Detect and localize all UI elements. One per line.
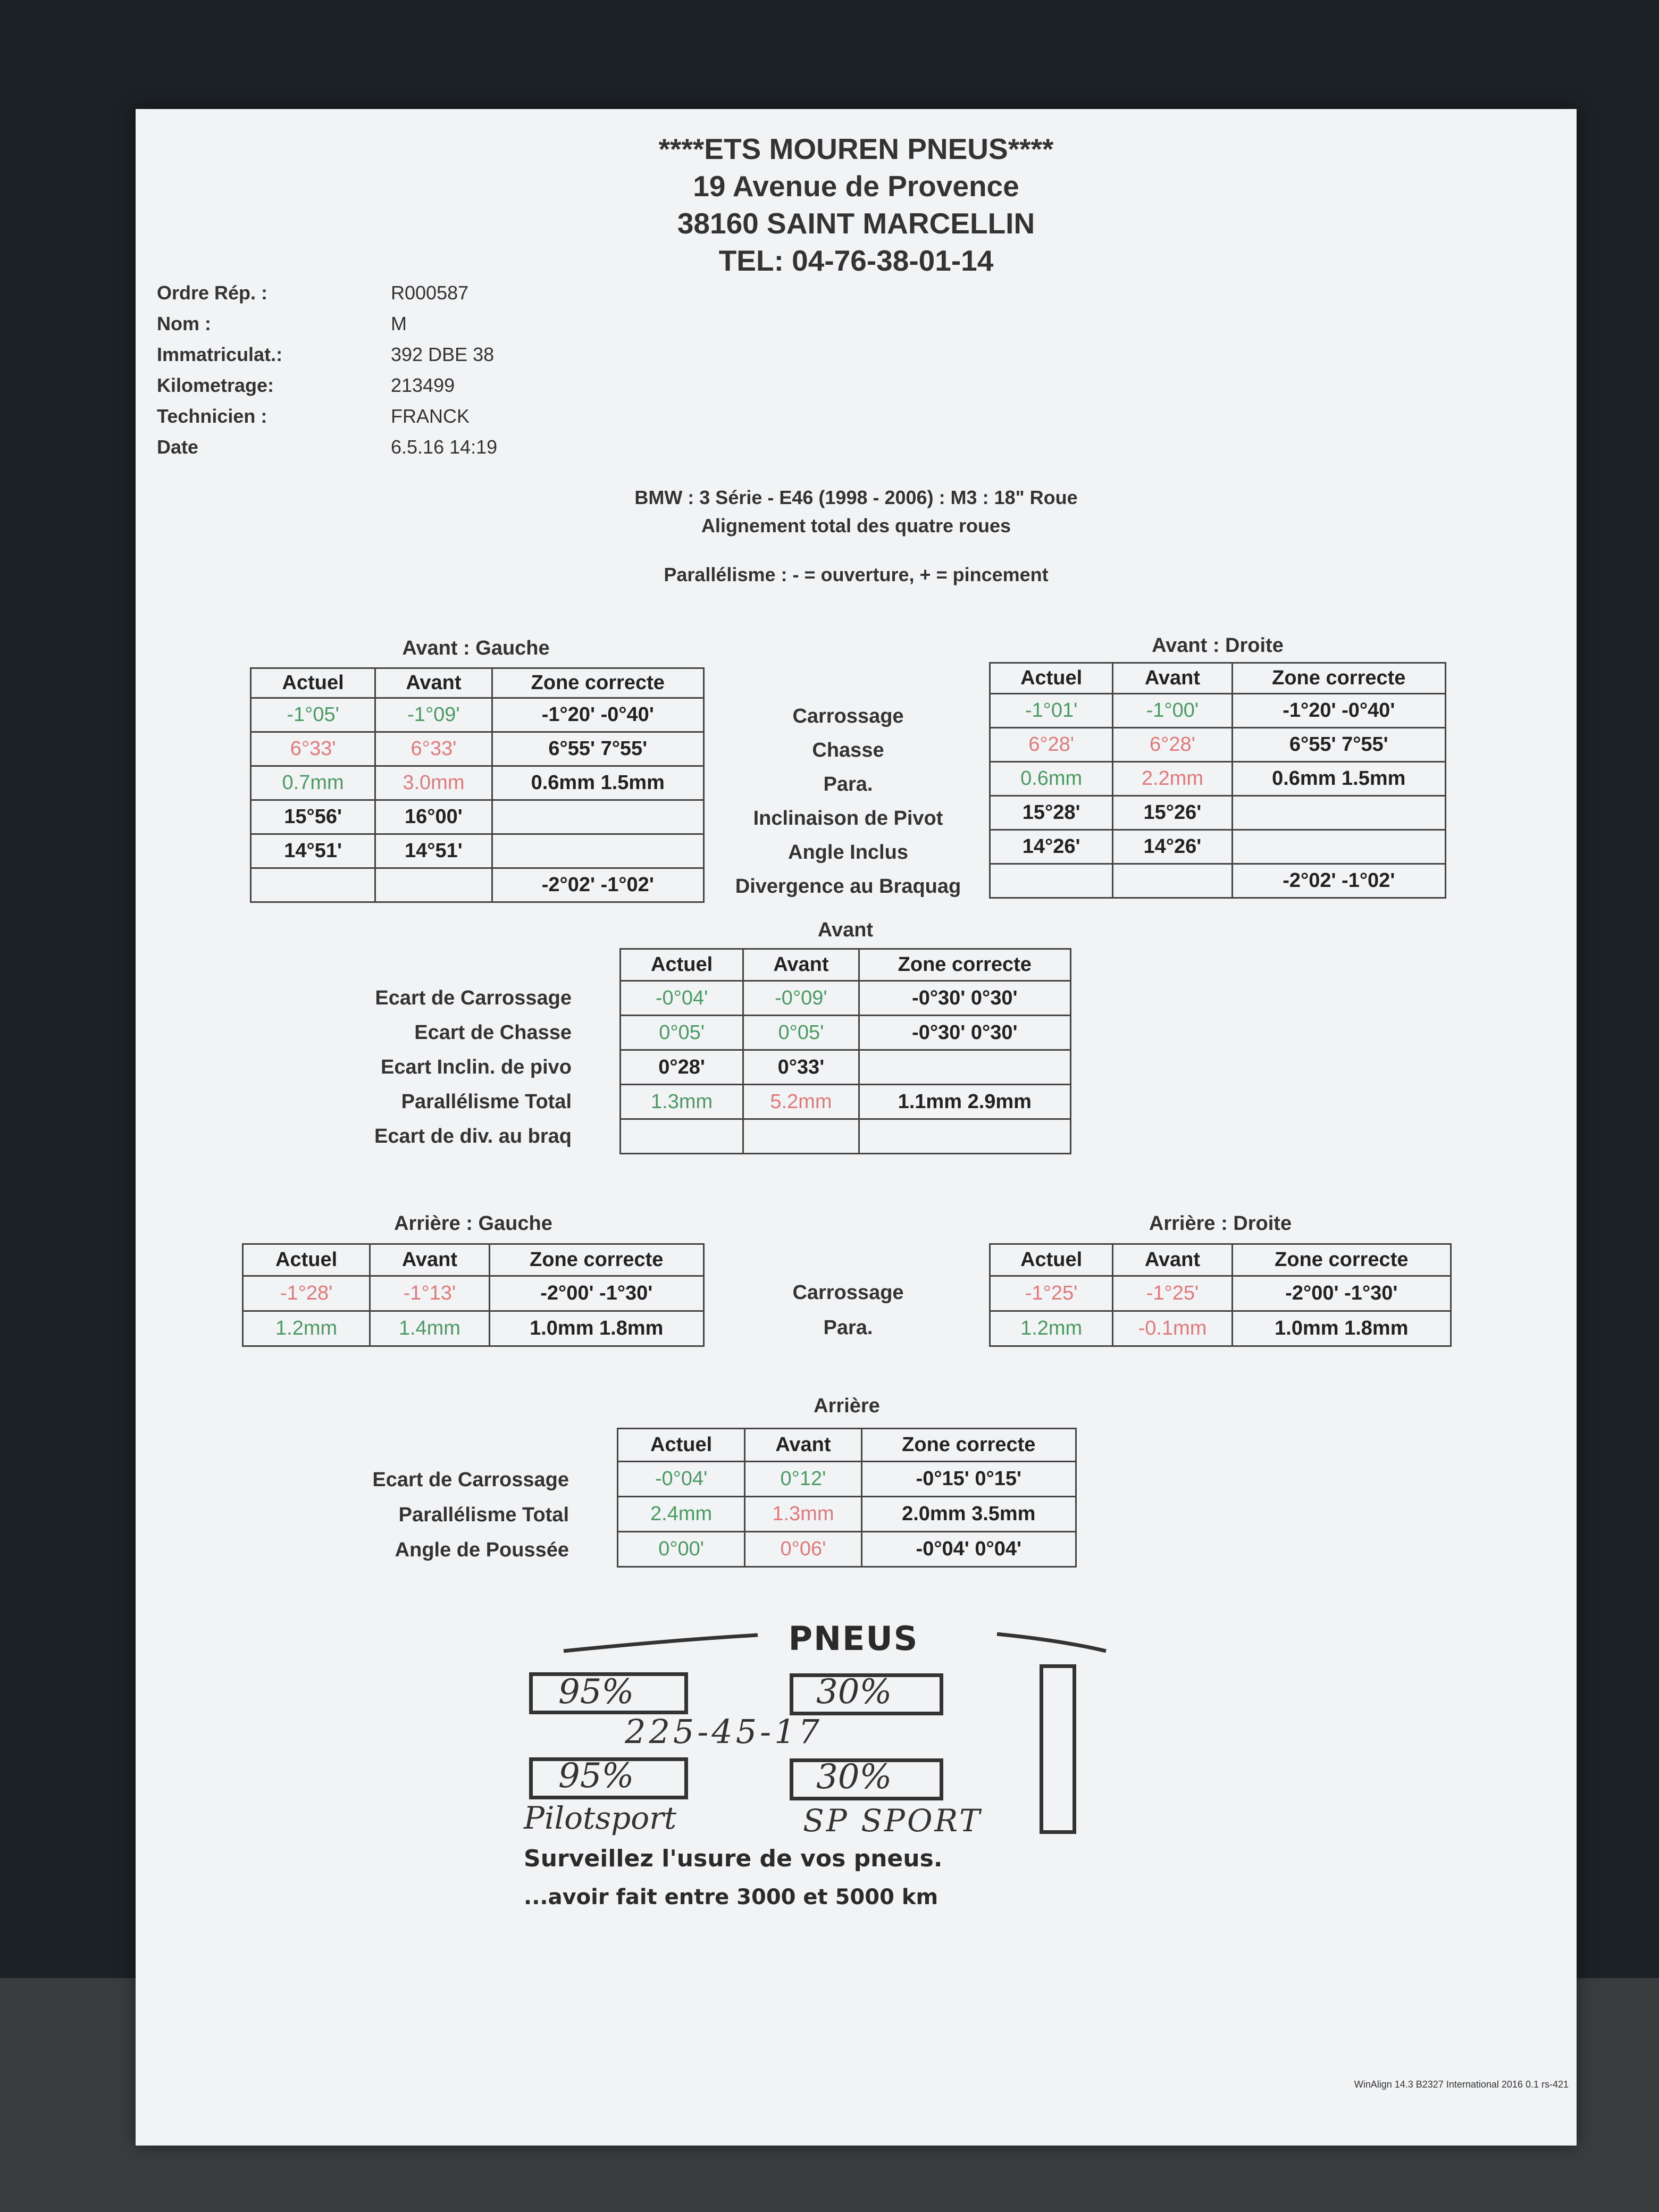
front-row-labels: Carrossage Chasse Para. Inclinaison de Pivot Angle Inclus Divergence au Braquag <box>735 705 961 898</box>
col-avant: Avant <box>1113 663 1232 694</box>
rear-axle-title: Arrière <box>814 1395 880 1417</box>
rear-right-table <box>989 1243 1452 1347</box>
col-zone: Zone correcte <box>859 949 1070 981</box>
info-row: Date 6.5.16 14:19 <box>157 436 498 458</box>
table-row: 2.4mm 1.3mm 2.0mm 3.5mm <box>618 1497 1076 1532</box>
front-left-title: Avant : Gauche <box>402 637 550 659</box>
info-row: Immatriculat.: 392 DBE 38 <box>157 343 495 365</box>
tire-size: 225-45-17 <box>625 1712 823 1751</box>
table-row: 0.6mm 2.2mm 0.6mm 1.5mm <box>990 762 1446 796</box>
table-row: 15°56' 16°00' <box>251 800 704 834</box>
table-row: -1°01' -1°00' -1°20' -0°40' <box>990 694 1446 728</box>
col-avant: Avant <box>375 668 492 698</box>
info-row: Ordre Rép. : R000587 <box>157 282 469 304</box>
table-row: 1.2mm -0.1mm 1.0mm 1.8mm <box>990 1311 1451 1346</box>
shop-header <box>136 130 1577 279</box>
col-avant: Avant <box>743 949 859 981</box>
stamp-side-box <box>1040 1664 1076 1834</box>
table-row: 14°51' 14°51' <box>251 834 704 868</box>
front-axle-table <box>619 948 1071 1154</box>
col-avant: Avant <box>745 1429 861 1462</box>
col-avant: Avant <box>370 1244 489 1276</box>
front-left-wear-value: 95% <box>558 1672 634 1712</box>
table-row: -0°04' 0°12' -0°15' 0°15' <box>618 1462 1076 1497</box>
tire-wear-stamp <box>508 1619 1199 2034</box>
info-row: Technicien : FRANCK <box>157 405 470 427</box>
rear-row-labels: Carrossage Para. <box>792 1281 904 1339</box>
table-row: -1°05' -1°09' -1°20' -0°40' <box>251 698 704 732</box>
front-axle-title: Avant <box>817 919 874 941</box>
front-right-title: Avant : Droite <box>1152 634 1284 657</box>
info-row: Kilometrage: 213499 <box>157 374 455 396</box>
col-actuel: Actuel <box>243 1244 370 1276</box>
col-avant: Avant <box>1113 1244 1232 1276</box>
left-tire-brand: Pilotsport <box>524 1800 677 1836</box>
col-actuel: Actuel <box>621 949 743 981</box>
stamp-advice-line1: Surveillez l'usure de vos pneus. <box>524 1845 943 1872</box>
table-row: 0°00' 0°06' -0°04' 0°04' <box>618 1532 1076 1567</box>
table-row: 0°05' 0°05' -0°30' 0°30' <box>621 1016 1071 1050</box>
table-row: 6°28' 6°28' 6°55' 7°55' <box>990 728 1446 762</box>
shop-name: ****ETS MOUREN PNEUS**** <box>658 132 1054 165</box>
table-row: -1°28' -1°13' -2°00' -1°30' <box>243 1276 704 1311</box>
table-row: 1.3mm 5.2mm 1.1mm 2.9mm <box>621 1085 1071 1119</box>
front-axle-labels: Ecart de Carrossage Ecart de Chasse Ecart Inclin. de pivo Parallélisme Total Ecart de div. au braq <box>374 987 572 1147</box>
table-row: -1°25' -1°25' -2°00' -1°30' <box>990 1276 1451 1311</box>
col-zone: Zone correcte <box>861 1429 1076 1462</box>
info-row: Nom : M <box>157 313 407 334</box>
shop-city: 38160 SAINT MARCELLIN <box>677 207 1035 240</box>
rear-axle-table <box>617 1428 1077 1568</box>
front-left-table <box>250 667 705 903</box>
col-actuel: Actuel <box>990 663 1113 694</box>
front-right-wear-value: 30% <box>816 1672 892 1712</box>
job-info <box>157 282 635 467</box>
rear-right-wear-value: 30% <box>816 1757 892 1797</box>
rear-axle-labels: Ecart de Carrossage Parallélisme Total Angle de Poussée <box>372 1469 569 1561</box>
table-row: -0°04' -0°09' -0°30' 0°30' <box>621 981 1071 1016</box>
alignment-report-sheet <box>136 109 1577 2146</box>
table-row <box>621 1119 1071 1154</box>
shop-street: 19 Avenue de Provence <box>693 170 1019 203</box>
col-zone: Zone correcte <box>1232 663 1445 694</box>
rear-right-title: Arrière : Droite <box>1149 1212 1292 1235</box>
toe-legend: Parallélisme : - = ouverture, + = pincement <box>664 564 1049 585</box>
vehicle-model: BMW : 3 Série - E46 (1998 - 2006) : M3 : 18" Roue <box>634 487 1078 508</box>
col-zone: Zone correcte <box>489 1244 703 1276</box>
table-row: -2°02' -1°02' <box>251 868 704 902</box>
right-tire-brand: SP SPORT <box>803 1803 982 1839</box>
table-row: 0.7mm 3.0mm 0.6mm 1.5mm <box>251 766 704 800</box>
alignment-procedure: Alignement total des quatre roues <box>701 515 1011 537</box>
col-actuel: Actuel <box>618 1429 745 1462</box>
rear-left-wear-value: 95% <box>558 1756 634 1796</box>
table-row: 6°33' 6°33' 6°55' 7°55' <box>251 732 704 766</box>
col-actuel: Actuel <box>990 1244 1113 1276</box>
stamp-advice-line2: ...avoir fait entre 3000 et 5000 km <box>524 1885 939 1909</box>
front-right-table <box>989 662 1446 899</box>
rear-left-table <box>242 1243 705 1347</box>
col-zone: Zone correcte <box>492 668 703 698</box>
shop-phone: TEL: 04-76-38-01-14 <box>718 244 994 277</box>
table-row: 1.2mm 1.4mm 1.0mm 1.8mm <box>243 1311 704 1346</box>
col-zone: Zone correcte <box>1232 1244 1451 1276</box>
col-actuel: Actuel <box>251 668 375 698</box>
table-row: -2°02' -1°02' <box>990 864 1446 898</box>
software-footer: WinAlign 14.3 B2327 International 2016 0.1 rs-421 <box>1354 2079 1569 2090</box>
table-row: 14°26' 14°26' <box>990 830 1446 864</box>
stamp-title: PNEUS <box>788 1619 919 1658</box>
table-row: 15°28' 15°26' <box>990 796 1446 830</box>
table-row: 0°28' 0°33' <box>621 1050 1071 1085</box>
rear-left-title: Arrière : Gauche <box>394 1212 552 1235</box>
